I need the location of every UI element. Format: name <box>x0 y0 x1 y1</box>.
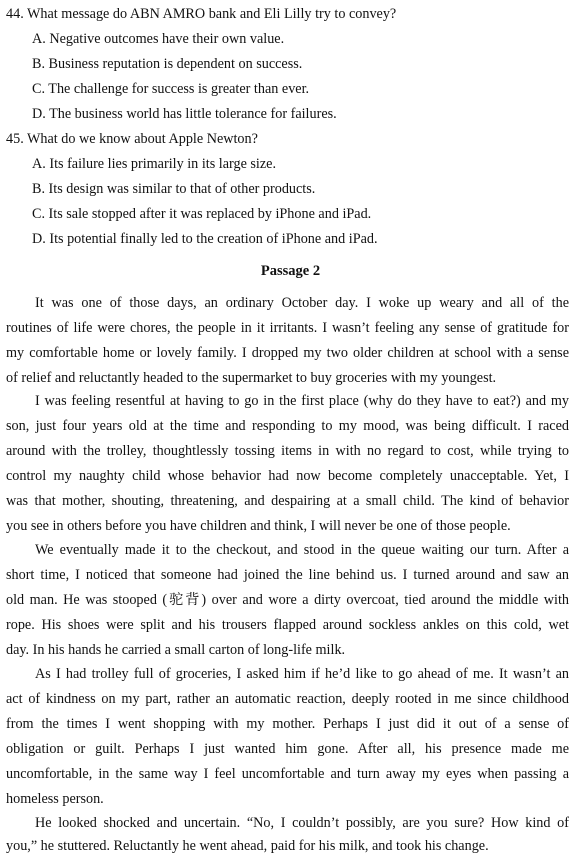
question-44-stem: 44. What message do ABN AMRO bank and Eli Lilly try to convey? <box>6 6 397 22</box>
question-44-option-d: D. The business world has little tolerance for failures. <box>32 106 337 122</box>
passage-line: uncomfortable, in the same way I feel uncomfortable and turn away my eyes when passing a <box>6 766 569 782</box>
passage-line: son, just four years old at the time and responding to my mood, was being difficult. I raced <box>6 418 569 434</box>
question-45-option-a: A. Its failure lies primarily in its large size. <box>32 156 277 172</box>
question-44-option-a: A. Negative outcomes have their own value. <box>32 31 285 47</box>
question-44-option-c: C. The challenge for success is greater than ever. <box>32 81 310 97</box>
passage-line: my comfortable home or lovely family. I dropped my two older children at school with a sense <box>6 345 569 361</box>
passage-line: from the times I went shopping with my mother. Perhaps I just did it out of a sense of <box>6 716 569 732</box>
passage-line: We eventually made it to the checkout, and stood in the queue waiting our turn. After a <box>35 542 569 558</box>
passage-line: obligation or guilt. Perhaps I just wanted him gone. After all, his presence made me <box>6 741 569 757</box>
passage-line: old man. He was stooped (驼背) over and wore a dirty overcoat, tied around the middle with <box>6 592 569 608</box>
question-45-option-b: B. Its design was similar to that of other products. <box>32 181 316 197</box>
passage-line: control my naughty child whose behavior had now become completely unacceptable. Yet, I <box>6 468 569 484</box>
passage-line: around with the trolley, thoughtlessly tossing items in with no regard to cost, while trying to <box>6 443 569 459</box>
question-45-option-c: C. Its sale stopped after it was replaced by iPhone and iPad. <box>32 206 372 222</box>
passage-line: He looked shocked and uncertain. “No, I couldn’t possibly, are you sure? How kind of <box>35 815 569 831</box>
passage-line: act of kindness on my part, rather an automatic reaction, deeply rooted in me since childhood <box>6 691 569 707</box>
passage-line: I was feeling resentful at having to go in the first place (why do they have to eat?) and my <box>35 393 569 409</box>
passage-line: was that mother, shouting, threatening, and despairing at a small child. The kind of behavior <box>6 493 569 509</box>
passage-line: homeless person. <box>6 791 104 807</box>
passage-line: It was one of those days, an ordinary October day. I woke up weary and all of the <box>35 295 569 311</box>
passage-line: day. In his hands he carried a small carton of long-life milk. <box>6 642 346 658</box>
question-45-stem: 45. What do we know about Apple Newton? <box>6 131 258 147</box>
question-44-option-b: B. Business reputation is dependent on success. <box>32 56 303 72</box>
question-45-option-d: D. Its potential finally led to the creation of iPhone and iPad. <box>32 231 378 247</box>
passage-line: As I had trolley full of groceries, I asked him if he’d like to go ahead of me. It wasn’t an <box>35 666 569 682</box>
passage-title: Passage 2 <box>260 263 321 279</box>
passage-line: short time, I noticed that someone had joined the line behind us. I turned around and saw an <box>6 567 569 583</box>
passage-line: rope. His shoes were split and his trousers flapped around sockless ankles on this cold, wet <box>6 617 569 633</box>
passage-line: of relief and reluctantly headed to the supermarket to buy groceries with my youngest. <box>6 370 497 386</box>
passage-line: routines of life were chores, the people in it irritants. I wasn’t feeling any sense of gratitude for <box>6 320 569 336</box>
passage-line: you,” he stuttered. Reluctantly he went ahead, paid for his milk, and took his change. <box>6 838 489 854</box>
passage-line: you see in others before you have children and think, I will never be one of those people. <box>6 518 511 534</box>
